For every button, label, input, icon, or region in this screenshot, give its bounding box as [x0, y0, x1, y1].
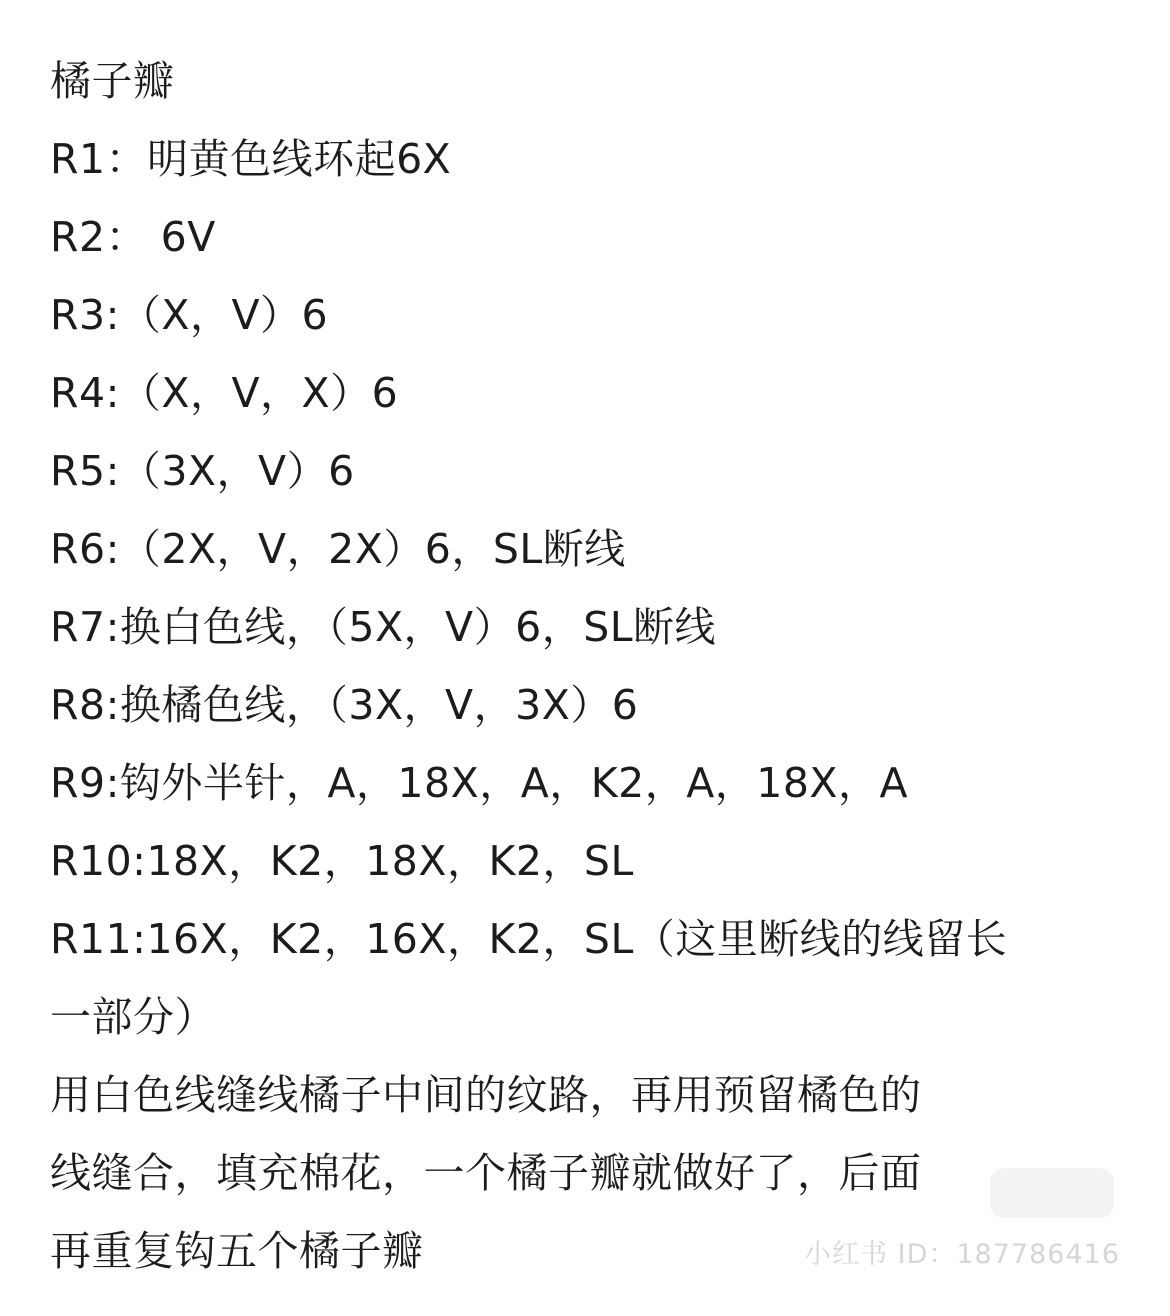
row-r5: R5:（3X，V）6	[50, 447, 355, 495]
row-r8: R8:换橘色线，（3X，V，3X）6	[50, 681, 639, 729]
instruction-line: 再重复钩五个橘子瓣	[50, 1227, 424, 1275]
row-r3: R3:（X，V）6	[50, 291, 329, 339]
row-r1: R1：明黄色线环起6X	[50, 135, 452, 183]
row-r10: R10:18X，K2，18X，K2，SL	[50, 837, 634, 885]
instruction-line: 线缝合，填充棉花，一个橘子瓣就做好了，后面	[50, 1149, 922, 1197]
row-r2: R2： 6V	[50, 213, 216, 261]
instruction-line: 用白色线缝线橘子中间的纹路，再用预留橘色的	[50, 1071, 922, 1119]
row-r4: R4:（X，V，X）6	[50, 369, 399, 417]
row-r11-continued: 一部分）	[50, 993, 216, 1041]
row-r6: R6:（2X，V，2X）6，SL断线	[50, 525, 626, 573]
row-r7: R7:换白色线，（5X，V）6，SL断线	[50, 603, 717, 651]
watermark-text: 小红书 ID：187786416	[804, 1239, 1120, 1270]
row-r9: R9:钩外半针，A，18X，A，K2，A，18X，A	[50, 759, 909, 807]
watermark-logo	[990, 1168, 1114, 1218]
pattern-text	[50, 42, 1125, 1290]
pattern-title: 橘子瓣	[50, 57, 175, 105]
row-r11: R11:16X，K2，16X，K2，SL（这里断线的线留长	[50, 915, 1008, 963]
